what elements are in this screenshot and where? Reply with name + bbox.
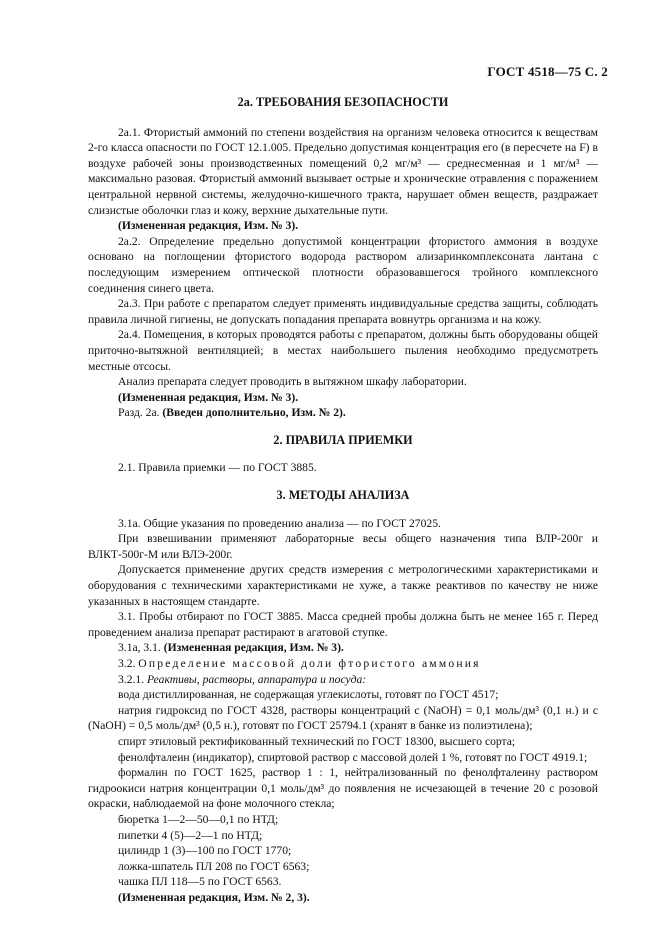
list-item: спирт этиловый ректификованный технический по ГОСТ 18300, высшего сорта; bbox=[118, 734, 516, 748]
document-body bbox=[88, 95, 598, 906]
paragraph-3-1a: 3.1а. Общие указания по проведению анализа — по ГОСТ 27025. bbox=[118, 516, 441, 530]
paragraph-2a-3: 2а.3. При работе с препаратом следует применять индивидуальные средства защиты, соблюдать правила личной гигиены, не допускать попадания препарата вовнутрь организма и на кожу. bbox=[88, 297, 598, 326]
list-item: чашка ПЛ 118—5 по ГОСТ 6563. bbox=[118, 875, 282, 889]
paragraph-equipment: Допускается применение других средств измерения с метрологическими характеристиками и оборудования с техническими характеристиками не хуже, а также реактивов по качеству не ниже указанных в настоящем стандарте. bbox=[88, 563, 598, 608]
amendment-line bbox=[88, 640, 598, 656]
paragraph-2a-4: 2а.4. Помещения, в которых проводятся работы с препаратом, должны быть оборудованы общей приточно-вытяжной вентиляцией; в местах наибольшего пыления необходимо предусмотреть местные отсосы. bbox=[88, 328, 598, 373]
list-item: пипетки 4 (5)—2—1 по НТД; bbox=[118, 828, 263, 842]
amendment-note: (Измененная редакция, Изм. № 3). bbox=[118, 219, 299, 233]
section-2a-intro-note bbox=[88, 405, 598, 421]
clause-title: Реактивы, растворы, аппаратура и посуда: bbox=[147, 672, 367, 686]
amendment-note: (Введен дополнительно, Изм. № 2). bbox=[162, 406, 346, 420]
clause-title: Определение массовой доли фтористого аммония bbox=[138, 657, 481, 670]
paragraph-3-1: 3.1. Пробы отбирают по ГОСТ 3885. Масса средней пробы должна быть не менее 165 г. Перед проведением анализа препарат растирают в агатовой ступке. bbox=[88, 610, 598, 639]
list-item: натрия гидроксид по ГОСТ 4328, растворы концентраций с (NaOH) = 0,1 моль/дм³ (0,1 н.) и с (NaOH) = 0,5 моль/дм³ (0,5 н.), готовят по ГОСТ 25794.1 (хранят в банке из полиэтилена); bbox=[88, 703, 598, 733]
paragraph-2a-2: 2а.2. Определение предельно допустимой концентрации фтористого аммония в воздухе основано на поглощении фтористого водорода раствором ализаринкомплексоната лантана с последующим измерением оптической плотности образовавшегося тройного комплексного соединения синего цвета. bbox=[88, 234, 598, 295]
list-item: бюретка 1—2—50—0,1 по НТД; bbox=[118, 812, 279, 826]
list-item: цилиндр 1 (3)—100 по ГОСТ 1770; bbox=[118, 844, 292, 858]
clause-number: 3.2. bbox=[118, 657, 136, 670]
paragraph-2a-5: Анализ препарата следует проводить в вытяжном шкафу лаборатории. bbox=[118, 375, 467, 389]
page-header: ГОСТ 4518—75 С. 2 bbox=[487, 64, 608, 79]
section-ref: Разд. 2а. bbox=[118, 406, 160, 420]
paragraph-scales: При взвешивании применяют лабораторные весы общего назначения типа ВЛР-200г и ВЛКТ-500г-М или ВЛЭ-200г. bbox=[88, 532, 598, 561]
section-ref: 3.1а, 3.1. bbox=[118, 641, 161, 655]
section-3-title: 3. МЕТОДЫ АНАЛИЗА bbox=[276, 488, 410, 503]
list-item: формалин по ГОСТ 1625, раствор 1 : 1, нейтрализованный по фенолфталеину раствором гидроокиси натрия концентрации 0,1 моль/дм³ до появления не исчезающей в течение 20 с розовой окраски, наблюдаемой на фоне молочного стекла; bbox=[88, 766, 598, 811]
amendment-note: (Измененная редакция, Изм. № 2, 3). bbox=[118, 890, 310, 904]
section-2a-title: 2а. ТРЕБОВАНИЯ БЕЗОПАСНОСТИ bbox=[237, 95, 449, 109]
clause-number: 3.2.1. bbox=[118, 672, 145, 686]
amendment-note: (Измененная редакция, Изм. № 3). bbox=[163, 641, 344, 655]
paragraph-3-2-1 bbox=[88, 672, 598, 688]
amendment-note: (Измененная редакция, Изм. № 3). bbox=[118, 390, 299, 404]
paragraph-3-2 bbox=[88, 656, 598, 672]
list-item: ложка-шпатель ПЛ 208 по ГОСТ 6563; bbox=[118, 859, 310, 873]
paragraph-2a-1: 2а.1. Фтористый аммоний по степени воздействия на организм человека относится к веществам 2-го класса опасности по ГОСТ 12.1.005. Предельно допустимая концентрация его (в пересчете на F) в воздухе рабочей зоны производственных помещений 0,2 мг/м³ — среднесменная и 1 мг/м³ — максимально разовая. Фтористый аммоний вызывает острые и хронические отравления с поражением центральной нервной системы, желудочно-кишечного тракта, нарушает обмен веществ, раздражает слизистые оболочки глаз и кожу, верхние дыхательные пути. bbox=[88, 125, 598, 217]
section-2-title: 2. ПРАВИЛА ПРИЕМКИ bbox=[273, 432, 413, 447]
list-item: вода дистиллированная, не содержащая углекислоты, готовят по ГОСТ 4517; bbox=[118, 688, 499, 702]
list-item: фенолфталеин (индикатор), спиртовой раствор с массовой долей 1 %, готовят по ГОСТ 4919.1; bbox=[118, 750, 588, 764]
paragraph-2-1: 2.1. Правила приемки — по ГОСТ 3885. bbox=[118, 461, 317, 475]
